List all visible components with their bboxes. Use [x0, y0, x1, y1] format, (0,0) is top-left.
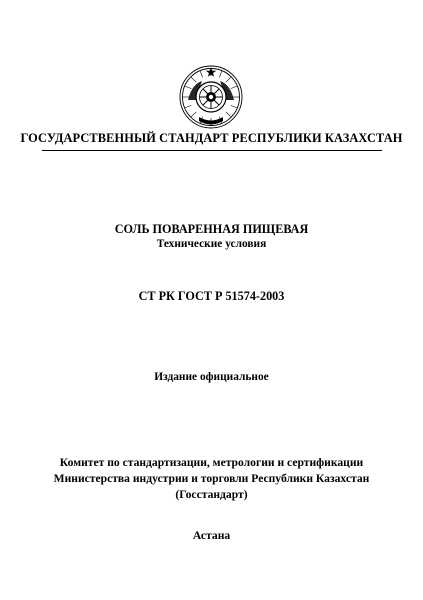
document-title: СОЛЬ ПОВАРЕННАЯ ПИЩЕВАЯ	[114, 222, 309, 236]
standard-code: СТ РК ГОСТ Р 51574-2003	[138, 289, 285, 303]
publisher-line-2: Министерства индустрии и торговли Республики Казахстан	[53, 472, 370, 485]
publisher-line-1: Комитет по стандартизации, метрологии и сертификации	[59, 456, 364, 469]
state-emblem-icon	[178, 64, 244, 130]
publisher-line-3: (Госстандарт)	[175, 488, 248, 501]
divider-line	[42, 150, 382, 151]
publication-city: Астана	[192, 529, 231, 542]
standard-title: ГОСУДАРСТВЕННЫЙ СТАНДАРТ РЕСПУБЛИКИ КАЗАХСТАН	[20, 131, 403, 145]
document-subtitle: Технические условия	[156, 238, 267, 250]
edition-label: Издание официальное	[154, 371, 269, 383]
